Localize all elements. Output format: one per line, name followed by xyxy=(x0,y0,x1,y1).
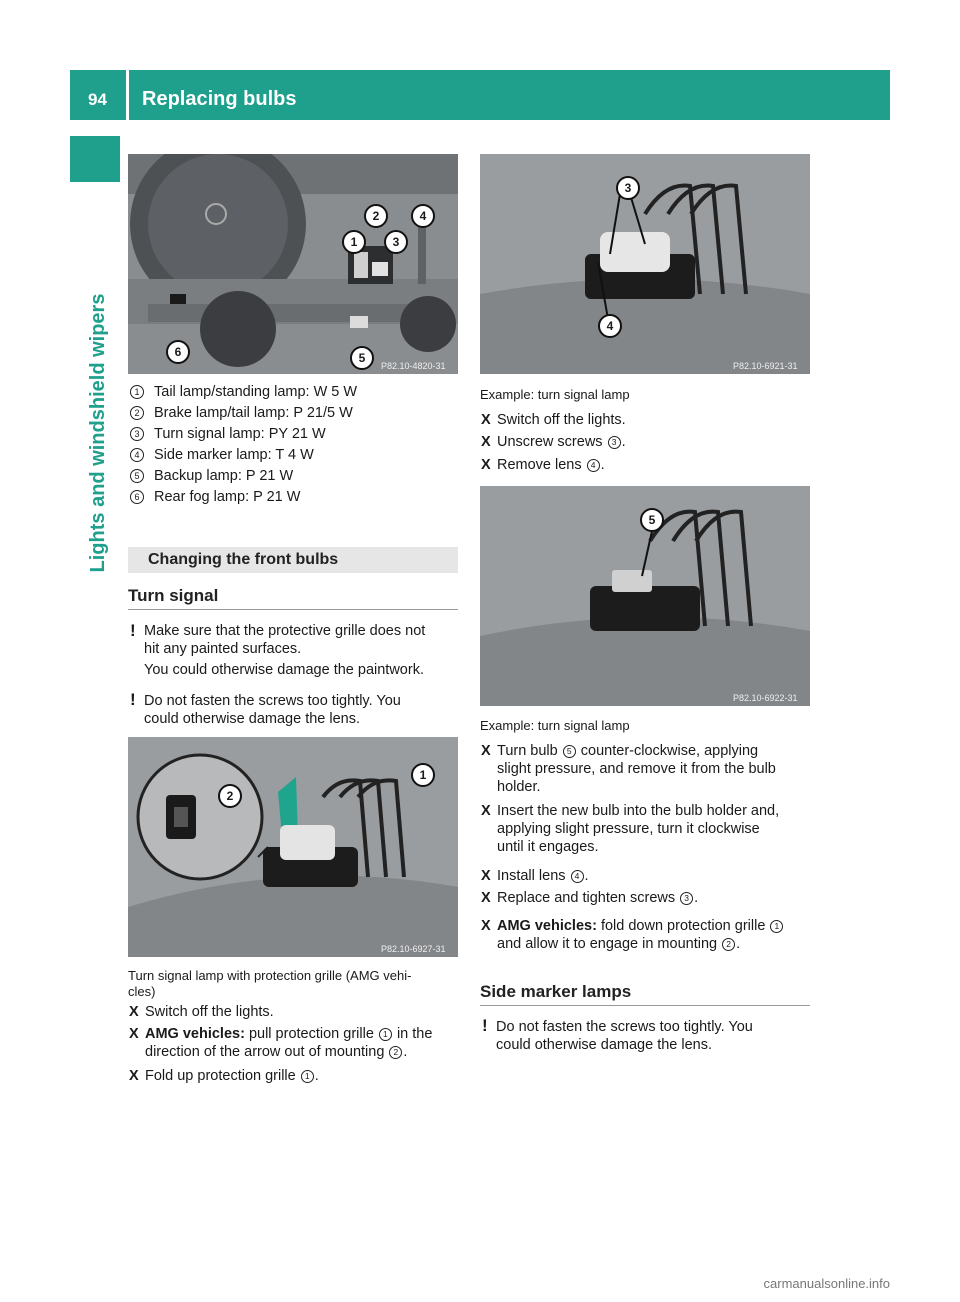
callout-3: 3 xyxy=(616,176,640,200)
step-arrow-icon: X xyxy=(481,457,491,473)
warning-icon: ! xyxy=(482,1016,488,1035)
page-number: 94 xyxy=(88,90,107,109)
step-pull-grille: X AMG vehicles: pull protection grille 1 in the direction of the arrow out of mounting 2 . xyxy=(129,1026,433,1060)
callout-4: 4 xyxy=(598,314,622,338)
protection-grille-photo xyxy=(128,737,458,957)
callout-number: 5 xyxy=(130,469,144,483)
callout-5: 5 xyxy=(640,508,664,532)
svg-text:P82.10-6927-31: P82.10-6927-31 xyxy=(381,944,446,954)
heading-rule xyxy=(128,609,458,610)
warning-text: Make sure that the protective grille does not xyxy=(144,623,426,639)
step-arrow-icon: X xyxy=(481,743,491,759)
step-unscrew-screws: X Unscrew screws 3 . xyxy=(481,434,626,450)
side-tab-label: Lights and windshield wipers xyxy=(87,293,109,573)
callout-2: 2 xyxy=(218,784,242,808)
warning-icon: ! xyxy=(130,621,136,640)
legend-item-3: 3 Turn signal lamp: PY 21 W xyxy=(130,425,326,443)
callout-3: 3 xyxy=(384,230,408,254)
callout-number: 3 xyxy=(130,427,144,441)
callout-5: 5 xyxy=(350,346,374,370)
warning-text: could otherwise damage the lens. xyxy=(496,1037,713,1053)
callout-number: 4 xyxy=(130,448,144,462)
header-divider xyxy=(126,70,129,120)
callout-number: 2 xyxy=(130,406,144,420)
svg-text:P82.10-6922-31: P82.10-6922-31 xyxy=(733,693,798,703)
step-fold-down-grille: X AMG vehicles: fold down protection grille 1 and allow it to engage in mounting 2 . xyxy=(481,917,827,953)
step-remove-lens: X Remove lens 4 . xyxy=(481,457,605,473)
side-tab xyxy=(70,136,120,182)
step-tighten-screws: X Replace and tighten screws 3 . xyxy=(481,890,699,906)
turn-signal-heading: Turn signal xyxy=(128,586,219,605)
warning-text: You could otherwise damage the paintwork. xyxy=(144,662,424,678)
step-arrow-icon: X xyxy=(129,1026,139,1042)
svg-text:P82.10-6921-31: P82.10-6921-31 xyxy=(733,361,798,371)
callout-1: 1 xyxy=(342,230,366,254)
step-install-lens: X Install lens 4 . xyxy=(481,868,589,884)
step-arrow-icon: X xyxy=(481,412,491,428)
legend-item-1: 1 Tail lamp/standing lamp: W 5 W xyxy=(130,383,357,401)
warning-text: hit any painted surfaces. xyxy=(144,641,302,657)
rear-lamps-photo xyxy=(128,154,458,374)
step-arrow-icon: X xyxy=(481,868,491,884)
figure-caption: Example: turn signal lamp xyxy=(480,387,630,402)
step-arrow-icon: X xyxy=(481,803,491,819)
page-header xyxy=(70,70,890,120)
callout-number: 6 xyxy=(130,490,144,504)
step-switch-off-lights: X Switch off the lights. xyxy=(481,412,626,428)
step-turn-bulb: X Turn bulb 5 counter-clockwise, applying slight pressure, and remove it from the bulb holder. xyxy=(481,743,776,795)
callout-6: 6 xyxy=(166,340,190,364)
legend-item-6: 6 Rear fog lamp: P 21 W xyxy=(130,488,300,506)
figure-caption: Turn signal lamp with protection grille (AMG vehi- cles) xyxy=(128,968,412,999)
step-arrow-icon: X xyxy=(481,918,491,934)
section-title: Changing the front bulbs xyxy=(148,551,339,568)
step-arrow-icon: X xyxy=(129,1068,139,1084)
turn-signal-lamp-photo-2 xyxy=(480,486,810,706)
callout-number: 1 xyxy=(130,385,144,399)
callout-1: 1 xyxy=(411,763,435,787)
page-title: Replacing bulbs xyxy=(142,88,297,110)
step-switch-off: X Switch off the lights. xyxy=(129,1004,274,1020)
callout-4: 4 xyxy=(411,204,435,228)
step-arrow-icon: X xyxy=(481,434,491,450)
legend-item-4: 4 Side marker lamp: T 4 W xyxy=(130,446,314,464)
step-fold-up: X Fold up protection grille 1 . xyxy=(129,1068,319,1084)
warning-text: could otherwise damage the lens. xyxy=(144,711,361,727)
figure-caption: Example: turn signal lamp xyxy=(480,718,630,733)
step-arrow-icon: X xyxy=(481,890,491,906)
heading-rule xyxy=(480,1005,810,1006)
turn-signal-lamp-photo-1 xyxy=(480,154,810,374)
warning-icon: ! xyxy=(130,690,136,709)
step-arrow-icon: X xyxy=(129,1004,139,1020)
warning-text: Do not fasten the screws too tightly. You xyxy=(496,1019,753,1035)
step-insert-bulb: X Insert the new bulb into the bulb holder and, applying slight pressure, turn it clockwise until it engages. xyxy=(481,803,780,855)
legend-item-2: 2 Brake lamp/tail lamp: P 21/5 W xyxy=(130,404,353,422)
legend-item-5: 5 Backup lamp: P 21 W xyxy=(130,467,293,485)
side-marker-heading: Side marker lamps xyxy=(480,982,632,1001)
section-heading-bar xyxy=(128,547,458,573)
warning-text: Do not fasten the screws too tightly. You xyxy=(144,693,401,709)
svg-text:P82.10-4820-31: P82.10-4820-31 xyxy=(381,361,446,371)
callout-2: 2 xyxy=(364,204,388,228)
watermark: carmanualsonline.info xyxy=(763,1276,890,1291)
